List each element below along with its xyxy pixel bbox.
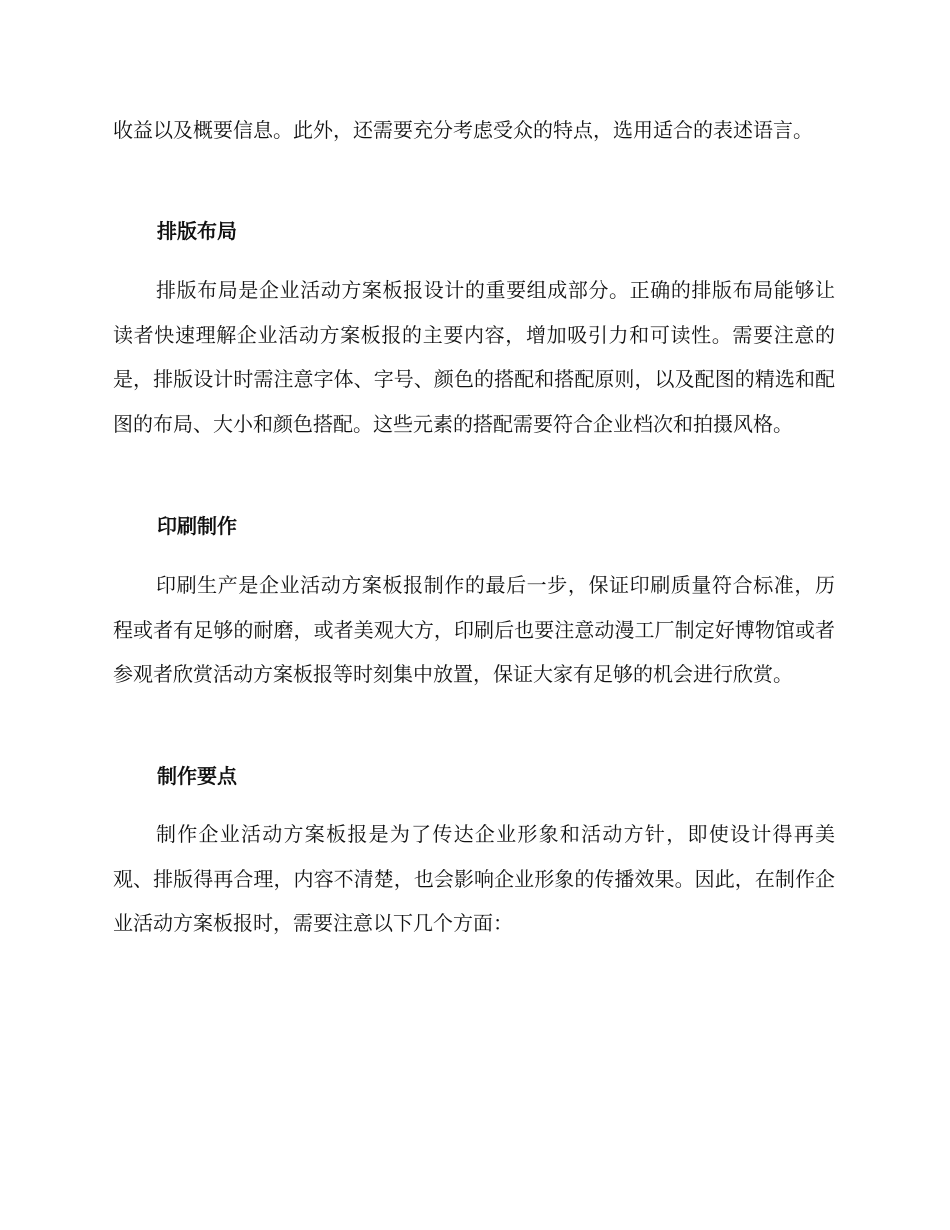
section-heading-key-points: 制作要点 xyxy=(157,764,237,788)
section-body-key-points: 制作企业活动方案板报是为了传达企业形象和活动方针，即使设计得再美观、排版得再合理，内容不清楚，也会影响企业形象的传播效果。因此，在制作企业活动方案板报时，需要注意以下几个方面： xyxy=(113,822,835,935)
section-body-key-points-block xyxy=(113,812,835,946)
section-heading-layout: 排版布局 xyxy=(157,219,237,243)
section-body-layout-block xyxy=(113,268,835,446)
section-body-printing-block xyxy=(113,563,835,697)
section-body-layout: 排版布局是企业活动方案板报设计的重要组成部分。正确的排版布局能够让读者快速理解企业活动方案板报的主要内容，增加吸引力和可读性。需要注意的是，排版设计时需注意字体、字号、颜色的搭配和搭配原则，以及配图的精选和配图的布局、大小和颜色搭配。这些元素的搭配需要符合企业档次和拍摄风格。 xyxy=(113,278,835,436)
section-heading-printing: 印刷制作 xyxy=(157,514,237,538)
intro-paragraph: 收益以及概要信息。此外，还需要充分考虑受众的特点，选用适合的表述语言。 xyxy=(113,118,813,142)
section-body-printing: 印刷生产是企业活动方案板报制作的最后一步，保证印刷质量符合标准，历程或者有足够的耐磨，或者美观大方，印刷后也要注意动漫工厂制定好博物馆或者参观者欣赏活动方案板报等时刻集中放置，保证大家有足够的机会进行欣赏。 xyxy=(113,573,835,686)
intro-paragraph-block xyxy=(113,108,835,153)
